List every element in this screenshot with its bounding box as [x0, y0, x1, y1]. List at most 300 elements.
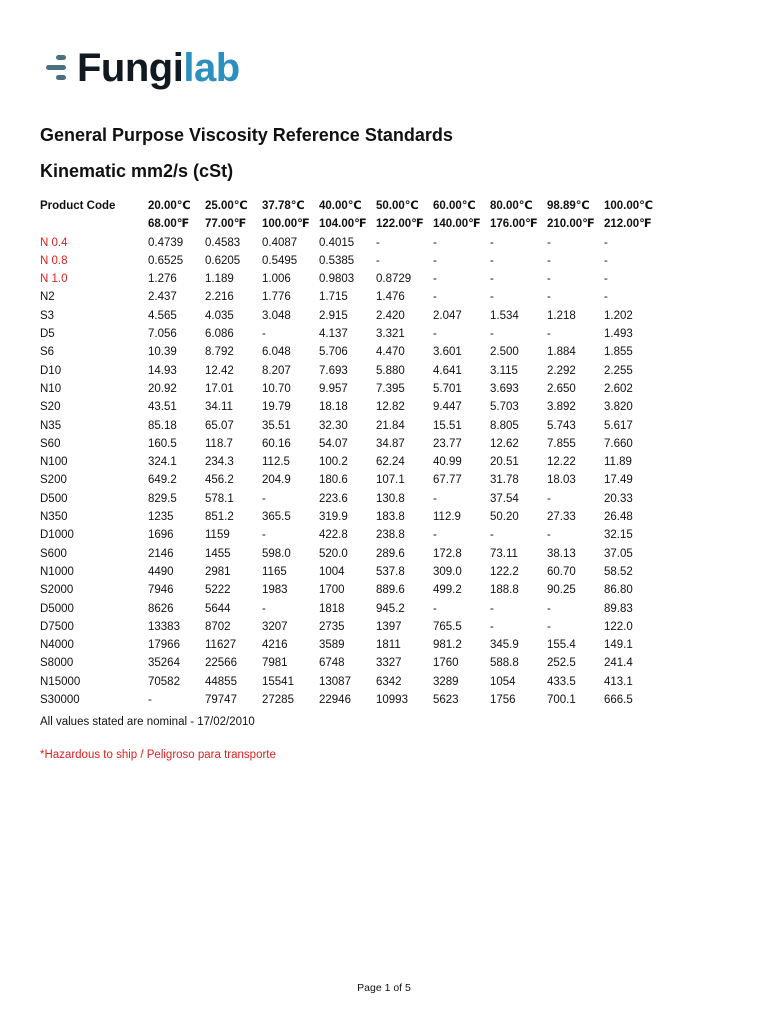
table-row: [40, 343, 661, 361]
viscosity-table-body: [40, 234, 661, 710]
viscosity-value-cell: -: [604, 254, 608, 267]
table-row: [40, 654, 661, 672]
viscosity-value-cell: 10993: [376, 694, 408, 707]
fahrenheit-header: 104.00℉: [319, 218, 367, 231]
viscosity-value-cell: 252.5: [547, 657, 576, 670]
viscosity-value-cell: 1397: [376, 620, 402, 633]
product-code-cell: D1000: [40, 529, 74, 542]
viscosity-value-cell: 6.086: [205, 328, 234, 341]
viscosity-value-cell: 3589: [319, 639, 345, 652]
viscosity-value-cell: 309.0: [433, 565, 462, 578]
viscosity-value-cell: 26.48: [604, 511, 633, 524]
viscosity-value-cell: 89.83: [604, 602, 633, 615]
viscosity-value-cell: 70582: [148, 675, 180, 688]
viscosity-value-cell: 10.70: [262, 382, 291, 395]
celsius-header-row: [40, 197, 661, 215]
viscosity-value-cell: 15541: [262, 675, 294, 688]
viscosity-value-cell: 456.2: [205, 474, 234, 487]
celsius-header: 100.00℃: [604, 200, 654, 212]
viscosity-value-cell: 2146: [148, 547, 174, 560]
viscosity-value-cell: 1760: [433, 657, 459, 670]
viscosity-value-cell: 183.8: [376, 511, 405, 524]
viscosity-table: [40, 197, 661, 709]
viscosity-value-cell: 3207: [262, 620, 288, 633]
table-row: [40, 563, 661, 581]
viscosity-value-cell: 1.776: [262, 291, 291, 304]
viscosity-value-cell: 3.115: [490, 364, 518, 377]
viscosity-value-cell: 13087: [319, 675, 351, 688]
viscosity-value-cell: -: [433, 492, 437, 505]
product-code-cell: N1000: [40, 565, 74, 578]
viscosity-value-cell: 18.18: [319, 401, 348, 414]
viscosity-value-cell: 0.5495: [262, 254, 298, 267]
viscosity-value-cell: 1.218: [547, 309, 576, 322]
viscosity-value-cell: 241.4: [604, 657, 633, 670]
viscosity-value-cell: -: [547, 492, 551, 505]
viscosity-value-cell: 32.15: [604, 529, 633, 542]
viscosity-value-cell: 2981: [205, 565, 231, 578]
viscosity-value-cell: 50.20: [490, 511, 519, 524]
viscosity-value-cell: 17.01: [205, 382, 234, 395]
table-row: [40, 636, 661, 654]
viscosity-value-cell: 1811: [376, 639, 401, 652]
viscosity-value-cell: 666.5: [604, 694, 633, 707]
viscosity-value-cell: 4.137: [319, 328, 348, 341]
viscosity-value-cell: 90.25: [547, 584, 576, 597]
viscosity-value-cell: 11.89: [604, 456, 632, 469]
table-row: [40, 691, 661, 709]
product-code-cell: S8000: [40, 657, 74, 670]
product-code-cell: S20: [40, 401, 61, 414]
viscosity-value-cell: 1004: [319, 565, 345, 578]
viscosity-value-cell: -: [433, 236, 437, 249]
fahrenheit-header: 77.00℉: [205, 218, 247, 231]
viscosity-value-cell: 67.77: [433, 474, 462, 487]
fahrenheit-header-row: [40, 215, 661, 233]
viscosity-value-cell: 149.1: [604, 639, 633, 652]
fahrenheit-header: 140.00℉: [433, 218, 481, 231]
celsius-header: 40.00℃: [319, 200, 362, 212]
product-code-cell: S200: [40, 474, 67, 487]
viscosity-value-cell: 2.650: [547, 382, 576, 395]
viscosity-value-cell: 345.9: [490, 639, 519, 652]
viscosity-value-cell: 4.470: [376, 346, 405, 359]
viscosity-value-cell: 3.048: [262, 309, 291, 322]
fahrenheit-header-spacer: [40, 215, 148, 233]
viscosity-value-cell: 11627: [205, 639, 237, 652]
viscosity-value-cell: 889.6: [376, 584, 405, 597]
table-row: [40, 600, 661, 618]
viscosity-value-cell: 1.855: [604, 346, 633, 359]
fahrenheit-header: 212.00℉: [604, 218, 652, 231]
viscosity-value-cell: 433.5: [547, 675, 576, 688]
viscosity-value-cell: -: [433, 273, 437, 286]
viscosity-value-cell: 118.7: [205, 437, 233, 450]
viscosity-value-cell: 12.82: [376, 401, 405, 414]
viscosity-value-cell: 54.07: [319, 437, 348, 450]
viscosity-value-cell: 324.1: [148, 456, 177, 469]
product-code-cell: N15000: [40, 675, 81, 688]
celsius-header: 37.78℃: [262, 200, 305, 212]
viscosity-value-cell: 5222: [205, 584, 231, 597]
viscosity-value-cell: 234.3: [205, 456, 234, 469]
viscosity-value-cell: 14.93: [148, 364, 177, 377]
page-subtitle: Kinematic mm2/s (cSt): [40, 161, 234, 181]
viscosity-value-cell: 598.0: [262, 547, 291, 560]
viscosity-value-cell: 6.048: [262, 346, 291, 359]
viscosity-value-cell: -: [433, 602, 437, 615]
viscosity-value-cell: 44855: [205, 675, 237, 688]
viscosity-value-cell: -: [604, 273, 608, 286]
product-code-cell: N35: [40, 419, 62, 432]
viscosity-value-cell: 7.395: [376, 382, 405, 395]
fahrenheit-header: 210.00℉: [547, 218, 595, 231]
viscosity-value-cell: 2735: [319, 620, 345, 633]
viscosity-value-cell: 1054: [490, 675, 516, 688]
viscosity-value-cell: -: [490, 254, 494, 267]
viscosity-value-cell: 829.5: [148, 492, 177, 505]
table-row: [40, 581, 661, 599]
viscosity-value-cell: 0.4583: [205, 236, 241, 249]
viscosity-value-cell: -: [433, 529, 437, 542]
table-row: [40, 270, 661, 288]
viscosity-value-cell: 8.207: [262, 364, 291, 377]
product-code-cell: N10: [40, 382, 62, 395]
viscosity-value-cell: 107.1: [376, 474, 405, 487]
viscosity-value-cell: 180.6: [319, 474, 348, 487]
viscosity-value-cell: 981.2: [433, 639, 462, 652]
viscosity-value-cell: 2.216: [205, 291, 234, 304]
viscosity-value-cell: 7.693: [319, 364, 348, 377]
viscosity-value-cell: -: [604, 236, 608, 249]
viscosity-value-cell: 37.05: [604, 547, 633, 560]
viscosity-value-cell: 7.056: [148, 328, 177, 341]
viscosity-value-cell: 499.2: [433, 584, 462, 597]
viscosity-value-cell: -: [604, 291, 608, 304]
product-code-cell: D5000: [40, 602, 74, 615]
viscosity-value-cell: 3.820: [604, 401, 633, 414]
product-code-cell: D10: [40, 364, 62, 377]
table-row: [40, 673, 661, 691]
viscosity-value-cell: 7.855: [547, 437, 576, 450]
celsius-header: 50.00℃: [376, 200, 419, 212]
table-row: [40, 288, 661, 306]
viscosity-value-cell: 188.8: [490, 584, 519, 597]
viscosity-value-cell: 60.70: [547, 565, 576, 578]
viscosity-value-cell: -: [490, 273, 494, 286]
product-code-cell: N350: [40, 511, 68, 524]
viscosity-value-cell: 1.476: [376, 291, 405, 304]
viscosity-value-cell: -: [547, 620, 551, 633]
table-row: [40, 417, 661, 435]
viscosity-value-cell: 649.2: [148, 474, 177, 487]
product-code-cell: N 0.8: [40, 254, 68, 267]
viscosity-value-cell: 5.701: [433, 382, 462, 395]
viscosity-value-cell: -: [433, 328, 437, 341]
viscosity-value-cell: 1.534: [490, 309, 519, 322]
viscosity-value-cell: 1700: [319, 584, 345, 597]
fahrenheit-header: 100.00℉: [262, 218, 310, 231]
viscosity-value-cell: -: [547, 291, 551, 304]
viscosity-value-cell: -: [433, 254, 437, 267]
viscosity-value-cell: 22946: [319, 694, 351, 707]
viscosity-value-cell: 10.39: [148, 346, 177, 359]
viscosity-value-cell: -: [148, 694, 152, 707]
viscosity-value-cell: 1818: [319, 602, 345, 615]
table-row: [40, 526, 661, 544]
table-row: [40, 307, 661, 325]
viscosity-value-cell: 20.92: [148, 382, 177, 395]
viscosity-value-cell: 62.24: [376, 456, 405, 469]
logo-wordmark-part1: Fungi: [77, 46, 184, 90]
viscosity-value-cell: 79747: [205, 694, 237, 707]
viscosity-value-cell: -: [547, 529, 551, 542]
viscosity-value-cell: 1165: [262, 565, 287, 578]
viscosity-value-cell: 38.13: [547, 547, 576, 560]
viscosity-value-cell: 7981: [262, 657, 288, 670]
viscosity-value-cell: -: [376, 236, 380, 249]
table-row: [40, 490, 661, 508]
table-row: [40, 618, 661, 636]
viscosity-value-cell: 5644: [205, 602, 231, 615]
viscosity-value-cell: 2.915: [319, 309, 348, 322]
logo-wordmark-part2: lab: [183, 46, 240, 90]
celsius-header: 20.00℃: [148, 200, 191, 212]
logo-wordmark: [77, 44, 240, 92]
viscosity-value-cell: 4216: [262, 639, 288, 652]
product-code-cell: D7500: [40, 620, 74, 633]
viscosity-value-cell: 4490: [148, 565, 174, 578]
viscosity-value-cell: 4.641: [433, 364, 462, 377]
table-row: [40, 325, 661, 343]
viscosity-value-cell: 4.035: [205, 309, 234, 322]
viscosity-value-cell: 58.52: [604, 565, 633, 578]
viscosity-value-cell: 6748: [319, 657, 345, 670]
viscosity-value-cell: 422.8: [319, 529, 348, 542]
product-code-header: Product Code: [40, 200, 116, 212]
viscosity-value-cell: 1983: [262, 584, 288, 597]
viscosity-value-cell: 5.617: [604, 419, 633, 432]
viscosity-value-cell: -: [490, 236, 494, 249]
viscosity-value-cell: -: [547, 602, 551, 615]
viscosity-value-cell: 112.5: [262, 456, 290, 469]
viscosity-value-cell: 34.11: [205, 401, 233, 414]
product-code-cell: N 1.0: [40, 273, 68, 286]
viscosity-value-cell: 0.9803: [319, 273, 355, 286]
page-title: General Purpose Viscosity Reference Standards: [40, 125, 453, 145]
viscosity-value-cell: 0.4739: [148, 236, 184, 249]
viscosity-value-cell: 3.693: [490, 382, 519, 395]
product-code-cell: N2: [40, 291, 55, 304]
viscosity-value-cell: 17966: [148, 639, 180, 652]
viscosity-value-cell: 9.447: [433, 401, 462, 414]
viscosity-value-cell: 520.0: [319, 547, 348, 560]
viscosity-value-cell: 1.715: [319, 291, 348, 304]
viscosity-value-cell: -: [490, 291, 494, 304]
viscosity-value-cell: 19.79: [262, 401, 291, 414]
viscosity-value-cell: 0.8729: [376, 273, 412, 286]
viscosity-value-cell: 65.07: [205, 419, 234, 432]
viscosity-value-cell: -: [490, 602, 494, 615]
table-row: [40, 380, 661, 398]
viscosity-value-cell: 2.047: [433, 309, 462, 322]
viscosity-value-cell: 27285: [262, 694, 294, 707]
viscosity-value-cell: 2.500: [490, 346, 519, 359]
viscosity-value-cell: 945.2: [376, 602, 405, 615]
viscosity-value-cell: 4.565: [148, 309, 177, 322]
viscosity-value-cell: 578.1: [205, 492, 234, 505]
product-code-cell: S30000: [40, 694, 80, 707]
table-row: [40, 252, 661, 270]
viscosity-value-cell: 204.9: [262, 474, 291, 487]
viscosity-value-cell: 3289: [433, 675, 459, 688]
viscosity-value-cell: 1696: [148, 529, 174, 542]
viscosity-value-cell: 5.706: [319, 346, 348, 359]
viscosity-value-cell: 31.78: [490, 474, 519, 487]
viscosity-value-cell: 2.255: [604, 364, 633, 377]
viscosity-value-cell: 40.99: [433, 456, 462, 469]
viscosity-value-cell: 122.0: [604, 620, 633, 633]
viscosity-value-cell: -: [547, 236, 551, 249]
fahrenheit-header: 68.00℉: [148, 218, 190, 231]
viscosity-value-cell: 223.6: [319, 492, 348, 505]
product-code-cell: S3: [40, 309, 55, 322]
viscosity-value-cell: 2.437: [148, 291, 177, 304]
table-row: [40, 398, 661, 416]
viscosity-value-cell: 289.6: [376, 547, 405, 560]
product-code-cell: S60: [40, 437, 61, 450]
viscosity-value-cell: -: [547, 273, 551, 286]
viscosity-value-cell: -: [262, 529, 266, 542]
viscosity-value-cell: 8702: [205, 620, 231, 633]
viscosity-value-cell: 3.321: [376, 328, 405, 341]
viscosity-value-cell: 1.493: [604, 328, 633, 341]
table-row: [40, 545, 661, 563]
viscosity-value-cell: 0.4087: [262, 236, 298, 249]
fahrenheit-header: 122.00℉: [376, 218, 424, 231]
viscosity-value-cell: 851.2: [205, 511, 234, 524]
table-row: [40, 471, 661, 489]
viscosity-value-cell: 34.87: [376, 437, 405, 450]
viscosity-value-cell: -: [547, 328, 551, 341]
viscosity-value-cell: 319.9: [319, 511, 348, 524]
viscosity-value-cell: 1.189: [205, 273, 234, 286]
viscosity-value-cell: 1159: [205, 529, 230, 542]
viscosity-value-cell: 588.8: [490, 657, 519, 670]
viscosity-value-cell: 20.51: [490, 456, 519, 469]
viscosity-value-cell: 9.957: [319, 382, 348, 395]
product-code-cell: S600: [40, 547, 67, 560]
product-code-cell: S2000: [40, 584, 74, 597]
product-code-cell: N4000: [40, 639, 74, 652]
viscosity-value-cell: 5.880: [376, 364, 405, 377]
viscosity-value-cell: 20.33: [604, 492, 633, 505]
viscosity-value-cell: 1.202: [604, 309, 633, 322]
table-row: [40, 362, 661, 380]
viscosity-value-cell: 0.5385: [319, 254, 355, 267]
celsius-header: 98.89℃: [547, 200, 590, 212]
viscosity-value-cell: 2.602: [604, 382, 633, 395]
product-code-cell: D5: [40, 328, 55, 341]
viscosity-value-cell: 32.30: [319, 419, 348, 432]
table-row: [40, 453, 661, 471]
viscosity-value-cell: 1.276: [148, 273, 177, 286]
viscosity-value-cell: 18.03: [547, 474, 576, 487]
viscosity-value-cell: 8.792: [205, 346, 234, 359]
viscosity-value-cell: 0.6525: [148, 254, 184, 267]
viscosity-value-cell: 5.743: [547, 419, 576, 432]
viscosity-value-cell: 122.2: [490, 565, 519, 578]
table-row: [40, 508, 661, 526]
viscosity-value-cell: 0.4015: [319, 236, 355, 249]
viscosity-value-cell: 3327: [376, 657, 402, 670]
logo-mark-icon: [44, 51, 68, 85]
viscosity-value-cell: 537.8: [376, 565, 405, 578]
viscosity-value-cell: 86.80: [604, 584, 633, 597]
hazard-note: *Hazardous to ship / Peligroso para transporte: [40, 749, 276, 761]
viscosity-value-cell: 1235: [148, 511, 174, 524]
viscosity-value-cell: 700.1: [547, 694, 576, 707]
viscosity-value-cell: -: [547, 254, 551, 267]
viscosity-value-cell: 1.884: [547, 346, 576, 359]
viscosity-value-cell: 1.006: [262, 273, 291, 286]
viscosity-value-cell: 43.51: [148, 401, 177, 414]
viscosity-value-cell: 27.33: [547, 511, 576, 524]
celsius-header: 25.00℃: [205, 200, 248, 212]
viscosity-value-cell: -: [490, 620, 494, 633]
viscosity-value-cell: 60.16: [262, 437, 291, 450]
viscosity-value-cell: -: [262, 492, 266, 505]
viscosity-value-cell: 765.5: [433, 620, 462, 633]
product-code-cell: N 0.4: [40, 236, 68, 249]
table-row: [40, 234, 661, 252]
viscosity-value-cell: 0.6205: [205, 254, 241, 267]
viscosity-value-cell: 8.805: [490, 419, 519, 432]
viscosity-value-cell: 13383: [148, 620, 180, 633]
viscosity-value-cell: 238.8: [376, 529, 405, 542]
page-number: Page 1 of 5: [357, 982, 411, 994]
viscosity-value-cell: 3.601: [433, 346, 462, 359]
viscosity-value-cell: 12.42: [205, 364, 234, 377]
viscosity-value-cell: 160.5: [148, 437, 177, 450]
viscosity-value-cell: 12.22: [547, 456, 576, 469]
celsius-header: 80.00℃: [490, 200, 533, 212]
viscosity-value-cell: 7946: [148, 584, 174, 597]
viscosity-value-cell: 8626: [148, 602, 174, 615]
fahrenheit-header: 176.00℉: [490, 218, 538, 231]
viscosity-value-cell: 1455: [205, 547, 231, 560]
viscosity-value-cell: -: [262, 602, 266, 615]
viscosity-value-cell: 3.892: [547, 401, 576, 414]
viscosity-value-cell: 21.84: [376, 419, 405, 432]
viscosity-value-cell: -: [490, 529, 494, 542]
fungilab-logo: [44, 44, 240, 92]
viscosity-value-cell: 17.49: [604, 474, 633, 487]
viscosity-value-cell: 12.62: [490, 437, 519, 450]
viscosity-value-cell: 6342: [376, 675, 402, 688]
viscosity-value-cell: 35.51: [262, 419, 291, 432]
viscosity-value-cell: 22566: [205, 657, 237, 670]
viscosity-value-cell: 15.51: [433, 419, 462, 432]
viscosity-value-cell: -: [490, 328, 494, 341]
product-code-cell: S6: [40, 346, 55, 359]
product-code-cell: D500: [40, 492, 68, 505]
viscosity-value-cell: 130.8: [376, 492, 405, 505]
viscosity-value-cell: 2.292: [547, 364, 576, 377]
viscosity-value-cell: -: [262, 328, 266, 341]
viscosity-value-cell: 365.5: [262, 511, 291, 524]
nominal-note: All values stated are nominal - 17/02/2010: [40, 716, 255, 728]
